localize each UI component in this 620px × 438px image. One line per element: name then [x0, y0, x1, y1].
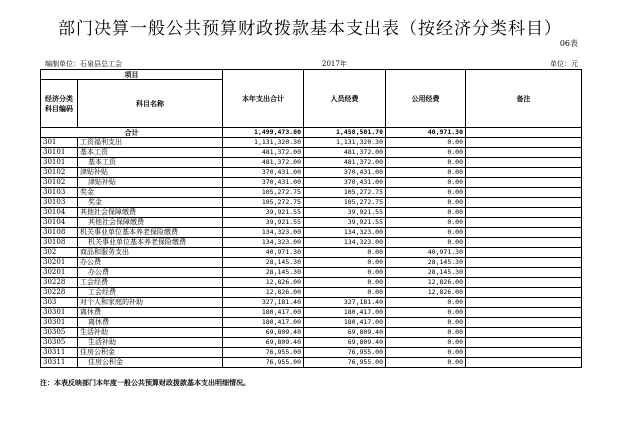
- row-total: 481,372.00: [223, 148, 304, 158]
- row-code: 30104: [41, 218, 78, 228]
- expenditure-table: [40, 69, 582, 368]
- row-personnel: 180,417.00: [304, 318, 386, 328]
- table-row: [41, 358, 582, 368]
- row-personnel: 370,431.00: [304, 168, 386, 178]
- row-public: 12,826.00: [386, 278, 466, 288]
- row-name: 离休费: [78, 318, 223, 328]
- row-personnel: 327,181.40: [304, 298, 386, 308]
- row-personnel: 39,921.55: [304, 218, 386, 228]
- row-code: 30101: [41, 148, 78, 158]
- footnote: 注：本表反映部门本年度一般公共预算财政拨款基本支出明细情况。: [40, 378, 250, 387]
- row-personnel: 481,372.00: [304, 148, 386, 158]
- row-remark: [466, 318, 582, 328]
- row-code: 302: [41, 248, 78, 258]
- row-total: 12,826.00: [223, 278, 304, 288]
- header-name: 科目名称: [78, 80, 223, 128]
- row-total: 39,921.55: [223, 208, 304, 218]
- row-code: 30305: [41, 328, 78, 338]
- row-name: 商品和服务支出: [78, 248, 223, 258]
- row-remark: [466, 138, 582, 148]
- table-row: [41, 308, 582, 318]
- currency-unit: 单位：元: [550, 60, 578, 68]
- row-code: 30101: [41, 158, 78, 168]
- row-personnel: 76,955.00: [304, 348, 386, 358]
- row-total: 69,809.40: [223, 328, 304, 338]
- row-public: 12,826.00: [386, 288, 466, 298]
- row-name: 工资福利支出: [78, 138, 223, 148]
- row-name: 办公费: [78, 268, 223, 278]
- row-public: 0.00: [386, 298, 466, 308]
- row-total: 134,323.00: [223, 228, 304, 238]
- row-code: 30108: [41, 228, 78, 238]
- table-row: [41, 298, 582, 308]
- row-name: 津贴补贴: [78, 178, 223, 188]
- row-name: 住房公积金: [78, 348, 223, 358]
- row-personnel: 0.00: [304, 278, 386, 288]
- table-row: [41, 258, 582, 268]
- row-personnel: 0.00: [304, 268, 386, 278]
- row-personnel: 69,809.40: [304, 328, 386, 338]
- row-personnel: 105,272.75: [304, 198, 386, 208]
- total-row: [41, 128, 582, 138]
- row-public: 0.00: [386, 238, 466, 248]
- row-code: 30228: [41, 288, 78, 298]
- header-public: 公用经费: [386, 70, 466, 128]
- table-row: [41, 238, 582, 248]
- row-code: 30301: [41, 308, 78, 318]
- row-code: 301: [41, 138, 78, 148]
- table-row: [41, 318, 582, 328]
- row-public: 0.00: [386, 208, 466, 218]
- row-remark: [466, 298, 582, 308]
- row-code: 30201: [41, 258, 78, 268]
- row-name: 机关事业单位基本养老保险缴费: [78, 238, 223, 248]
- row-remark: [466, 228, 582, 238]
- table-row: [41, 208, 582, 218]
- row-personnel: 481,372.00: [304, 158, 386, 168]
- report-year: 2017年: [322, 60, 347, 68]
- table-row: [41, 268, 582, 278]
- row-total: 481,372.00: [223, 158, 304, 168]
- row-code: 30103: [41, 198, 78, 208]
- row-name: 对个人和家庭的补助: [78, 298, 223, 308]
- row-personnel: 76,955.00: [304, 358, 386, 368]
- table-row: [41, 218, 582, 228]
- row-personnel: 39,921.55: [304, 208, 386, 218]
- row-public: 0.00: [386, 328, 466, 338]
- row-name: 生活补助: [78, 338, 223, 348]
- row-code: 30102: [41, 168, 78, 178]
- row-public: 0.00: [386, 168, 466, 178]
- row-remark: [466, 258, 582, 268]
- row-public: 0.00: [386, 338, 466, 348]
- total-public: 40,971.30: [386, 128, 466, 138]
- row-remark: [466, 268, 582, 278]
- row-public: 40,971.30: [386, 248, 466, 258]
- row-code: 30228: [41, 278, 78, 288]
- row-remark: [466, 308, 582, 318]
- row-remark: [466, 218, 582, 228]
- row-total: 134,323.00: [223, 238, 304, 248]
- reporting-unit: 编制单位：石泉县总工会: [45, 60, 122, 68]
- row-name: 奖金: [78, 188, 223, 198]
- row-code: 30305: [41, 338, 78, 348]
- row-total: 76,955.00: [223, 358, 304, 368]
- row-remark: [466, 348, 582, 358]
- row-public: 0.00: [386, 178, 466, 188]
- row-remark: [466, 198, 582, 208]
- table-row: [41, 178, 582, 188]
- row-name: 奖金: [78, 198, 223, 208]
- row-name: 基本工资: [78, 158, 223, 168]
- row-remark: [466, 278, 582, 288]
- total-amount: 1,499,473.00: [223, 128, 304, 138]
- row-remark: [466, 248, 582, 258]
- row-personnel: 134,323.00: [304, 238, 386, 248]
- table-row: [41, 198, 582, 208]
- row-remark: [466, 188, 582, 198]
- row-code: 30311: [41, 348, 78, 358]
- row-public: 0.00: [386, 198, 466, 208]
- row-remark: [466, 338, 582, 348]
- row-public: 0.00: [386, 138, 466, 148]
- total-personnel: 1,458,501.70: [304, 128, 386, 138]
- row-personnel: 0.00: [304, 288, 386, 298]
- table-row: [41, 248, 582, 258]
- table-row: [41, 228, 582, 238]
- table-row: [41, 168, 582, 178]
- row-code: 30301: [41, 318, 78, 328]
- total-remark: [466, 128, 582, 138]
- row-public: 28,145.30: [386, 258, 466, 268]
- row-total: 76,955.00: [223, 348, 304, 358]
- table-number: 06表: [559, 39, 578, 48]
- row-remark: [466, 328, 582, 338]
- row-code: 30311: [41, 358, 78, 368]
- row-name: 离休费: [78, 308, 223, 318]
- row-name: 机关事业单位基本养老保险缴费: [78, 228, 223, 238]
- row-personnel: 180,417.00: [304, 308, 386, 318]
- table-row: [41, 288, 582, 298]
- row-total: 370,431.00: [223, 168, 304, 178]
- table-row: [41, 328, 582, 338]
- row-public: 0.00: [386, 218, 466, 228]
- row-public: 0.00: [386, 188, 466, 198]
- header-code: 经济分类科目编码: [41, 80, 78, 128]
- row-code: 30103: [41, 188, 78, 198]
- row-total: 39,921.55: [223, 218, 304, 228]
- row-code: 30104: [41, 208, 78, 218]
- row-remark: [466, 358, 582, 368]
- row-total: 28,145.30: [223, 258, 304, 268]
- row-total: 12,826.00: [223, 288, 304, 298]
- row-code: 30108: [41, 238, 78, 248]
- row-public: 0.00: [386, 358, 466, 368]
- row-total: 105,272.75: [223, 198, 304, 208]
- row-remark: [466, 178, 582, 188]
- row-public: 0.00: [386, 348, 466, 358]
- row-public: 28,145.30: [386, 268, 466, 278]
- row-name: 办公费: [78, 258, 223, 268]
- table-row: [41, 348, 582, 358]
- row-name: 工会经费: [78, 278, 223, 288]
- table-row: [41, 338, 582, 348]
- row-name: 其他社会保障缴费: [78, 218, 223, 228]
- row-personnel: 69,809.40: [304, 338, 386, 348]
- row-total: 105,272.75: [223, 188, 304, 198]
- row-total: 370,431.00: [223, 178, 304, 188]
- row-personnel: 105,272.75: [304, 188, 386, 198]
- page-title: 部门决算一般公共预算财政拨款基本支出表（按经济分类科目）: [58, 19, 562, 39]
- row-name: 工会经费: [78, 288, 223, 298]
- header-personnel: 人员经费: [304, 70, 386, 128]
- row-remark: [466, 158, 582, 168]
- row-remark: [466, 238, 582, 248]
- total-label: 合计: [41, 128, 223, 138]
- table-row: [41, 188, 582, 198]
- row-personnel: 134,323.00: [304, 228, 386, 238]
- row-public: 0.00: [386, 158, 466, 168]
- row-code: 30201: [41, 268, 78, 278]
- row-name: 生活补助: [78, 328, 223, 338]
- row-total: 40,971.30: [223, 248, 304, 258]
- table-row: [41, 148, 582, 158]
- row-public: 0.00: [386, 318, 466, 328]
- header-project: 项目: [41, 70, 223, 80]
- row-total: 180,417.00: [223, 318, 304, 328]
- row-personnel: 0.00: [304, 248, 386, 258]
- row-personnel: 1,131,320.30: [304, 138, 386, 148]
- row-name: 住房公积金: [78, 358, 223, 368]
- row-name: 基本工资: [78, 148, 223, 158]
- row-total: 180,417.00: [223, 308, 304, 318]
- row-total: 69,809.40: [223, 338, 304, 348]
- row-remark: [466, 148, 582, 158]
- row-code: 30102: [41, 178, 78, 188]
- table-row: [41, 278, 582, 288]
- row-personnel: 0.00: [304, 258, 386, 268]
- row-total: 28,145.30: [223, 268, 304, 278]
- row-remark: [466, 168, 582, 178]
- row-name: 津贴补贴: [78, 168, 223, 178]
- header-remark: 备注: [466, 70, 582, 128]
- table-row: [41, 158, 582, 168]
- row-public: 0.00: [386, 148, 466, 158]
- row-public: 0.00: [386, 308, 466, 318]
- row-public: 0.00: [386, 228, 466, 238]
- row-personnel: 370,431.00: [304, 178, 386, 188]
- row-name: 其他社会保障缴费: [78, 208, 223, 218]
- row-remark: [466, 288, 582, 298]
- row-remark: [466, 208, 582, 218]
- row-total: 1,131,320.30: [223, 138, 304, 148]
- table-row: [41, 138, 582, 148]
- row-code: 303: [41, 298, 78, 308]
- row-total: 327,181.40: [223, 298, 304, 308]
- header-total: 本年支出合计: [223, 70, 304, 128]
